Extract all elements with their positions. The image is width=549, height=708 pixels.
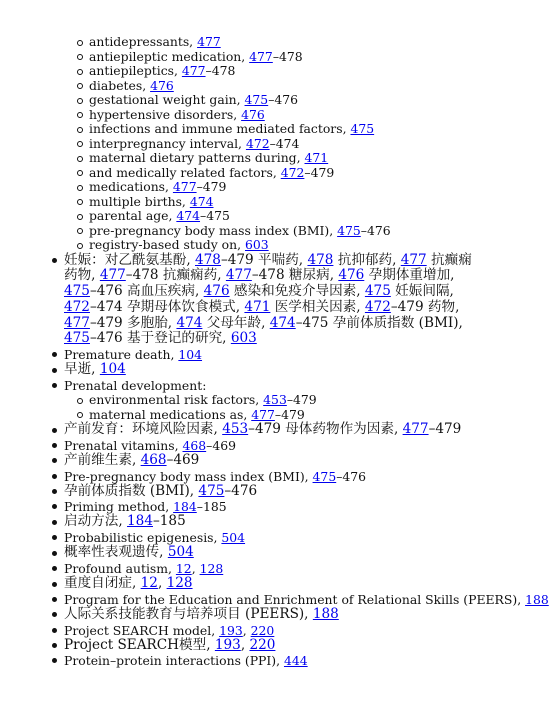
entry-text: Prenatal vitamins, xyxy=(64,437,183,453)
page-link[interactable]: 474 xyxy=(176,208,201,223)
index-subentry xyxy=(0,180,490,195)
page-link[interactable]: 220 xyxy=(250,622,275,638)
page-link[interactable]: 475 xyxy=(364,283,391,300)
entry-text: –479 xyxy=(304,164,335,180)
page-link[interactable]: 603 xyxy=(230,330,257,347)
page-link[interactable]: 477 xyxy=(251,406,275,422)
page-link[interactable]: 104 xyxy=(99,361,126,378)
index-entry xyxy=(0,362,490,378)
page-link[interactable]: 476 xyxy=(150,77,174,93)
index-entry xyxy=(0,576,490,592)
entry-text: –479 xyxy=(274,406,305,422)
page-link[interactable]: 104 xyxy=(178,347,203,363)
entry-text: 产前维生素, xyxy=(64,451,141,468)
entry-text: –479 平喘药, xyxy=(220,251,308,268)
page-link[interactable]: 474 xyxy=(189,193,214,209)
index-entry xyxy=(0,607,490,623)
page-link[interactable]: 188 xyxy=(312,605,339,622)
entry-text: Premature death, xyxy=(64,347,179,363)
page-link[interactable]: 478 xyxy=(195,251,221,268)
entry-text: –469 xyxy=(206,437,237,453)
entry-text: interpregnancy interval, xyxy=(89,135,246,151)
entry-text: –478 xyxy=(205,63,236,78)
entry-text: Project SEARCH model, xyxy=(64,622,220,638)
index-entry xyxy=(0,378,490,393)
page-link[interactable]: 468 xyxy=(182,437,207,453)
index-subentry xyxy=(0,195,490,210)
entry-text: –185 xyxy=(196,499,227,515)
entry-text: 孕前体质指数 (BMI), xyxy=(64,482,199,499)
page-link[interactable]: 444 xyxy=(283,653,308,669)
entry-text: Profound autism, xyxy=(64,561,176,577)
entry-text: Protein–protein interactions (PPI), xyxy=(64,653,284,669)
index-subentry xyxy=(0,137,490,152)
entry-text: –478 抗癫痫药, xyxy=(125,267,226,284)
entry-text: –475 xyxy=(200,208,230,223)
entry-text: 启动方法, xyxy=(64,513,128,530)
page-link[interactable]: 453 xyxy=(263,392,287,408)
page-link[interactable]: 476 xyxy=(338,267,365,284)
index-subentry xyxy=(0,408,490,423)
page-link[interactable]: 471 xyxy=(244,298,271,315)
index-subentry xyxy=(0,393,490,408)
page-link[interactable]: 476 xyxy=(241,106,265,122)
entry-text: , xyxy=(242,622,251,638)
index-entry xyxy=(0,484,490,500)
entry-text: –476 xyxy=(336,468,367,484)
entry-text: antidepressants, xyxy=(89,34,198,49)
entry-text: –479 xyxy=(428,421,462,438)
entry-text: –479 母体药物作为因素, xyxy=(248,421,403,438)
entry-text: –479 xyxy=(196,179,227,194)
entry-text: 父母年龄, xyxy=(202,314,270,331)
index-subentry xyxy=(0,108,490,123)
page-link[interactable]: 472 xyxy=(245,135,270,151)
entry-text: parental age, xyxy=(89,208,177,223)
page-link[interactable]: 477 xyxy=(402,421,429,438)
page-link[interactable]: 472 xyxy=(280,164,305,180)
page-link[interactable]: 193 xyxy=(214,636,241,653)
entry-text: , xyxy=(240,636,250,653)
index-subentry xyxy=(0,35,490,50)
entry-text: Pre-pregnancy body mass index (BMI), xyxy=(64,468,313,484)
entry-text: –479 xyxy=(286,392,317,408)
entry-text: multiple births, xyxy=(89,193,190,209)
entry-text: 抗抑郁药, xyxy=(333,251,401,268)
entry-text: 人际关系技能教育与培养项目 (PEERS), xyxy=(64,605,313,622)
entry-text: maternal dietary patterns during, xyxy=(89,150,305,165)
entry-text: –478 糖尿病, xyxy=(251,267,339,284)
index-subentry xyxy=(0,64,490,79)
entry-text: hypertensive disorders, xyxy=(89,106,242,122)
page-link[interactable]: 128 xyxy=(166,575,193,592)
page-link[interactable]: 476 xyxy=(203,283,230,300)
entry-text: –479 多胞胎, xyxy=(89,314,177,331)
entry-text: antiepileptic medication, xyxy=(89,48,250,64)
page-link[interactable]: 468 xyxy=(140,451,167,468)
page-link[interactable]: 475 xyxy=(337,222,361,238)
entry-text: 重度自闭症, xyxy=(64,575,141,592)
entry-text: Project SEARCH模型, xyxy=(64,636,215,653)
page-link[interactable]: 184 xyxy=(127,513,153,530)
page-link[interactable]: 477 xyxy=(99,267,126,284)
entry-text: 早逝, xyxy=(64,361,100,378)
entry-text: –185 xyxy=(152,513,186,530)
index-entry xyxy=(0,453,490,469)
page-link[interactable]: 603 xyxy=(244,237,269,252)
page-link[interactable]: 472 xyxy=(64,298,90,315)
index-subentry xyxy=(0,151,490,166)
page-link[interactable]: 477 xyxy=(172,179,197,194)
entry-text: medications, xyxy=(89,179,173,194)
entry-text: –476 xyxy=(268,92,299,107)
index-entry xyxy=(0,638,490,654)
entry-text: –476 xyxy=(224,482,258,499)
page-link[interactable]: 475 xyxy=(64,283,90,300)
entry-text: , xyxy=(191,561,200,577)
entry-text: 感染和免疫介导因素, xyxy=(229,283,365,300)
index-entry xyxy=(0,438,490,453)
index-subentry xyxy=(0,50,490,65)
index-subentry xyxy=(0,238,490,253)
index-entry xyxy=(0,653,490,668)
entry-text: registry-based study on, xyxy=(89,237,245,252)
page-link[interactable]: 477 xyxy=(249,48,273,64)
index-entry xyxy=(0,591,549,607)
index-subentry xyxy=(0,209,490,224)
page-link[interactable]: 475 xyxy=(198,482,225,499)
page-link[interactable]: 188 xyxy=(525,591,549,607)
entry-text: –476 xyxy=(360,222,391,238)
index-subentry xyxy=(0,79,490,94)
page-link[interactable]: 475 xyxy=(244,92,269,107)
page-link[interactable]: 474 xyxy=(269,314,296,331)
entry-text: 概率性表观遗传, xyxy=(64,544,168,561)
entry-text: Program for the Education and Enrichment of Relational Skills (PEERS), xyxy=(64,591,526,607)
entry-text: and medically related factors, xyxy=(89,164,281,180)
entry-text: 产前发育：环境风险因素, xyxy=(64,421,223,438)
index-entry xyxy=(0,253,490,348)
entry-text: 抗癫痫药物, xyxy=(64,251,472,284)
page-link[interactable]: 472 xyxy=(364,298,391,315)
page-link[interactable]: 477 xyxy=(64,314,90,331)
entry-text: 妊娠：对乙酰氨基酚, xyxy=(64,251,195,268)
entry-text: infections and immune mediated factors, xyxy=(89,121,351,136)
index-entry xyxy=(0,561,490,576)
page-link[interactable]: 453 xyxy=(222,421,249,438)
page-link[interactable]: 128 xyxy=(199,561,224,577)
entry-text: –475 孕前体质指数 (BMI), xyxy=(295,314,463,331)
page-link[interactable]: 184 xyxy=(173,499,197,515)
entry-text: environmental risk factors, xyxy=(89,392,264,408)
page-link[interactable]: 475 xyxy=(64,330,90,347)
index-entry xyxy=(0,469,490,484)
entry-text: pre-pregnancy body mass index (BMI), xyxy=(89,222,338,238)
index-entry xyxy=(0,623,490,638)
index-subentry xyxy=(0,93,490,108)
entry-text: 医学相关因素, xyxy=(270,298,365,315)
page-link[interactable]: 220 xyxy=(249,636,276,653)
index-subentry xyxy=(0,166,490,181)
entry-text: –474 xyxy=(269,135,300,151)
entry-text: Probabilistic epigenesis, xyxy=(64,530,222,546)
page-link[interactable]: 504 xyxy=(221,530,246,546)
page-link[interactable]: 474 xyxy=(176,314,203,331)
entry-text: , xyxy=(157,575,167,592)
page-link[interactable]: 504 xyxy=(167,544,194,561)
entry-text: Priming method, xyxy=(64,499,174,515)
index-subentry xyxy=(0,224,490,239)
page-link[interactable]: 193 xyxy=(219,622,243,638)
page-link[interactable]: 475 xyxy=(312,468,337,484)
entry-text: gestational weight gain, xyxy=(89,92,245,107)
entry-text: Prenatal development: xyxy=(64,378,207,394)
page-link[interactable]: 477 xyxy=(197,34,221,49)
page-link[interactable]: 12 xyxy=(175,561,192,577)
entry-text: 妊娠间隔, xyxy=(390,283,454,300)
page-link[interactable]: 475 xyxy=(350,121,375,136)
index-entry xyxy=(0,422,490,438)
entry-text: diabetes, xyxy=(89,77,151,93)
page-link[interactable]: 477 xyxy=(225,267,252,284)
index-entry xyxy=(0,514,490,530)
entry-text: –469 xyxy=(166,451,200,468)
index-subentry xyxy=(0,122,490,137)
index-entry xyxy=(0,545,490,561)
page-link[interactable]: 477 xyxy=(181,63,206,78)
page-link[interactable]: 477 xyxy=(400,251,427,268)
entry-text: –476 高血压疾病, xyxy=(89,283,204,300)
entry-text: –478 xyxy=(272,48,303,64)
entry-text: maternal medications as, xyxy=(89,406,252,422)
page-link[interactable]: 471 xyxy=(304,150,329,165)
entry-text: –479 药物, xyxy=(390,298,460,315)
entry-text: –476 基于登记的研究, xyxy=(89,330,231,347)
page-link[interactable]: 478 xyxy=(307,251,334,268)
entry-text: –474 孕期母体饮食模式, xyxy=(89,298,245,315)
page-link[interactable]: 12 xyxy=(140,575,158,592)
entry-text: antiepileptics, xyxy=(89,63,182,78)
entry-text: 孕期体重增加, xyxy=(364,267,455,284)
